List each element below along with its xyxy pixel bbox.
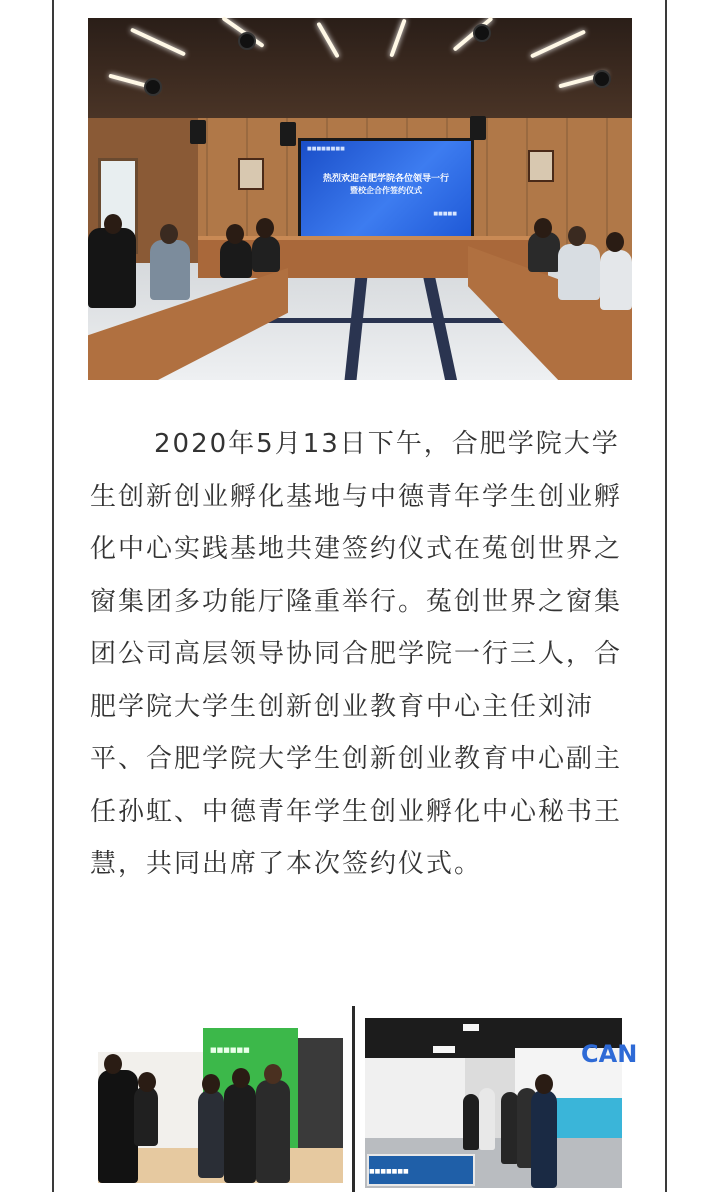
attendee (558, 244, 600, 300)
table-brand-text: ■■■■■■■ (369, 1168, 409, 1175)
white-wall (365, 1058, 465, 1138)
screen-logo: ■■■■■■■■ (307, 146, 345, 152)
visitor-head (264, 1064, 282, 1084)
speaker (190, 120, 206, 144)
attendee-head (256, 218, 274, 238)
visitor (224, 1084, 256, 1183)
visitor (134, 1086, 158, 1146)
right-border-line (665, 0, 667, 1192)
gallery-divider (352, 1006, 355, 1192)
tour-photo-right (365, 1018, 638, 1188)
visitor-head (138, 1072, 156, 1092)
attendee (88, 228, 136, 308)
visitor-head (104, 1054, 122, 1074)
screen-title-line1: 热烈欢迎合肥学院各位领导一行 (322, 174, 449, 184)
projection-screen (298, 138, 474, 242)
green-wall-text: ■■■■■■ (210, 1046, 250, 1054)
visitor (198, 1090, 224, 1178)
spotlight (473, 24, 491, 42)
article-paragraph: 2020年5月13日下午，合肥学院大学生创新创业孵化基地与中德青年学生创业孵化中心实践基地共建签约仪式在菟创世界之窗集团多功能厅隆重举行。菟创世界之窗集团公司高层领导协同合肥学院一行三人，合肥学院大学生创新创业教育中心主任刘沛平、合肥学院大学生创新创业教育中心副主任孙虹、中德青年学生创业孵化中心秘书王慧，共同出席了本次签约仪式。 (90, 429, 623, 879)
attendee (528, 232, 560, 272)
attendee-head (534, 218, 552, 238)
screen-title-line2: 暨校企合作签约仪式 (350, 186, 422, 195)
spotlight (593, 70, 611, 88)
wall-portrait (238, 158, 264, 190)
visitor-head (202, 1074, 220, 1094)
visitor-head (232, 1068, 250, 1088)
attendee-head (606, 232, 624, 252)
visitor (479, 1088, 495, 1150)
ceiling-light (433, 1046, 455, 1053)
screen-date: ■■■■■ (433, 211, 457, 217)
photo-ceiling (88, 18, 632, 118)
attendee (600, 250, 632, 310)
tour-photo-left (98, 1018, 343, 1183)
visitor (531, 1090, 557, 1188)
visitor (98, 1070, 138, 1183)
attendee-head (568, 226, 586, 246)
visitor (463, 1094, 479, 1150)
mural-text: CAN (581, 1040, 638, 1068)
attendee (252, 236, 280, 272)
visitor-head (535, 1074, 553, 1094)
wall-portrait (528, 150, 554, 182)
attendee-head (226, 224, 244, 244)
visitor (256, 1080, 290, 1183)
left-border-line (52, 0, 54, 1192)
speaker (470, 116, 486, 140)
spotlight (238, 32, 256, 50)
spotlight (144, 78, 162, 96)
attendee (220, 240, 252, 278)
speaker (280, 122, 296, 146)
ceiling-light (463, 1024, 479, 1031)
attendee (150, 240, 190, 300)
attendee-head (104, 214, 122, 234)
attendee-head (160, 224, 178, 244)
meeting-room-photo (88, 18, 632, 380)
